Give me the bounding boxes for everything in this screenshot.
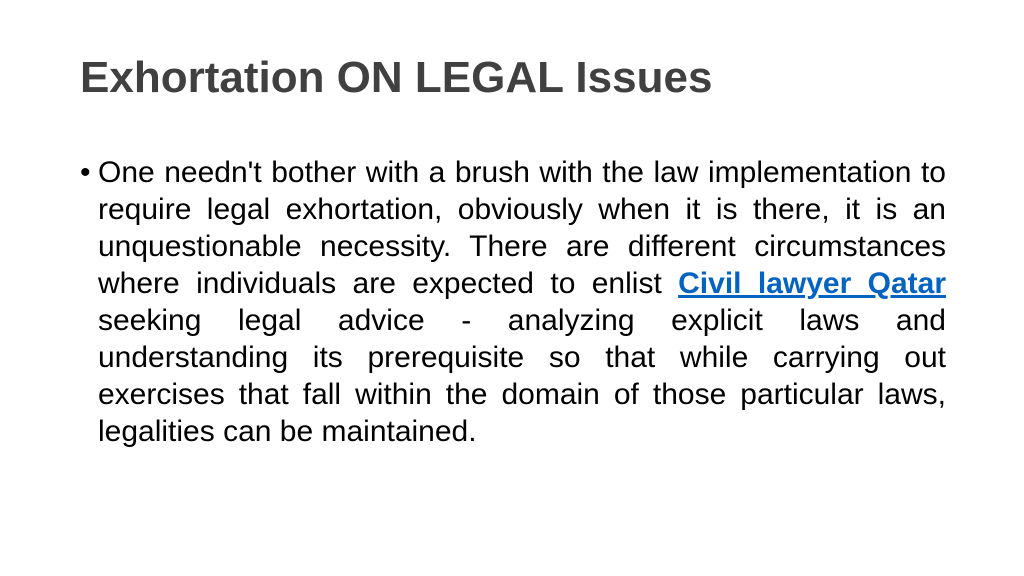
bullet-item [80, 154, 946, 450]
paragraph-text-before-link: One needn't bother with a brush with the law implementation to require legal exhortation, obviously when it is there, it is an unquestionable necessity. There are different circumstances where individuals are expected to enlist [98, 156, 946, 300]
paragraph-text-after-link: seeking legal advice - analyzing explicit laws and understanding its prerequisite so that while carrying out exercises that fall within the domain of those particular laws, legalities can be maintained. [98, 304, 946, 448]
bullet-point-icon: • [80, 156, 91, 189]
civil-lawyer-qatar-link[interactable]: Civil lawyer Qatar [678, 267, 946, 300]
bullet-list [80, 154, 946, 450]
bullet-paragraph [98, 154, 946, 450]
slide-title: Exhortation ON LEGAL Issues [80, 53, 713, 102]
